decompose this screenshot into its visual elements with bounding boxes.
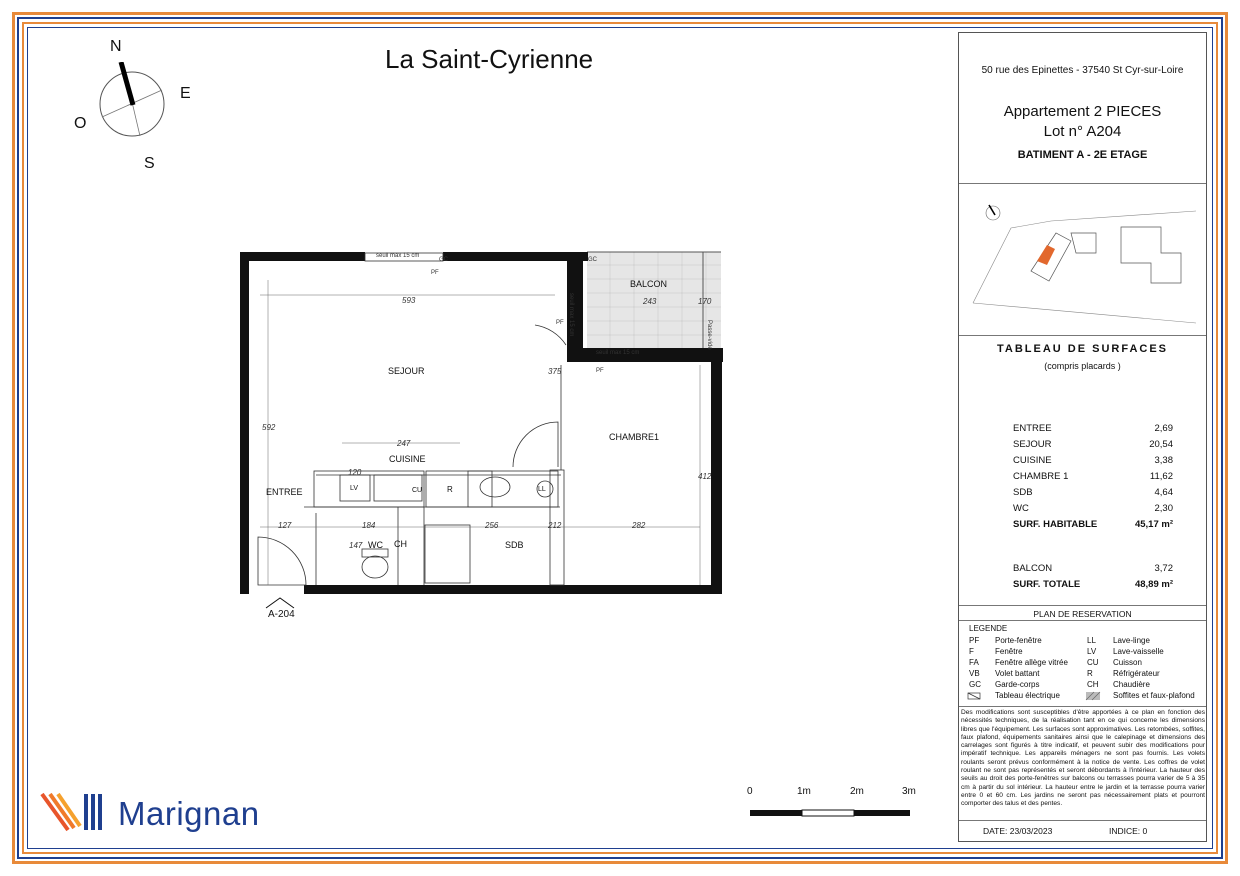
gc-label-top: GC — [439, 257, 448, 263]
room-ch: CH — [394, 539, 407, 549]
legend-text: Réfrigérateur — [1113, 669, 1160, 678]
seuil-label-balcon: seuil max 15 cm — [568, 293, 574, 337]
surface-habitable: SURF. HABITABLE 45,17 m² — [1013, 519, 1173, 530]
scale-0: 0 — [747, 786, 753, 797]
marignan-logo-icon — [40, 790, 108, 834]
pf-label-top: PF — [431, 270, 439, 276]
legend-code: F — [969, 647, 974, 656]
washing-machine-label: LL — [538, 486, 546, 493]
dim-170: 170 — [698, 297, 712, 306]
surface-row: WC 2,30 — [1013, 503, 1173, 514]
pf-label-balcon: PF — [556, 320, 564, 326]
unit-label: A-204 — [268, 609, 295, 620]
surface-row: ENTREE 2,69 — [1013, 423, 1173, 434]
legend-code: CH — [1087, 680, 1099, 689]
dishwasher-label: LV — [350, 485, 359, 492]
dim-120: 120 — [348, 468, 362, 477]
brand-name: Marignan — [118, 795, 260, 832]
plan-date: DATE: 23/03/2023 — [983, 826, 1053, 836]
info-panel — [958, 32, 1207, 842]
dim-282: 282 — [632, 521, 646, 530]
seuil-label-top: seuil max 15 cm — [376, 253, 420, 259]
plan-title: PLAN DE RESERVATION — [1033, 609, 1132, 619]
passe-vide-label: Passe-vide — [706, 320, 712, 350]
legend-text: Lave-vaisselle — [1113, 647, 1164, 656]
divider — [959, 183, 1206, 184]
pf-label-chambre: PF — [596, 368, 604, 374]
dim-212: 212 — [548, 521, 562, 530]
soffit-hatch-icon — [1085, 691, 1101, 701]
scale-bar — [748, 806, 914, 820]
surface-row: SEJOUR 20,54 — [1013, 439, 1173, 450]
dim-184: 184 — [362, 521, 376, 530]
legend-text: Fenêtre allège vitrée — [995, 658, 1068, 667]
legend-code: PF — [969, 636, 980, 645]
legend-code: LV — [1087, 647, 1097, 656]
site-plan-map — [971, 193, 1196, 328]
dim-247: 247 — [397, 439, 411, 448]
surface-row: SDB 4,64 — [1013, 487, 1173, 498]
dim-412: 412 — [698, 472, 712, 481]
compass-icon — [90, 62, 180, 152]
compass-south: S — [144, 155, 155, 172]
dim-147: 147 — [349, 541, 363, 550]
fridge-label: R — [447, 485, 453, 494]
legend-text: Porte-fenêtre — [995, 636, 1042, 645]
building-floor: BATIMENT A - 2E ETAGE — [1017, 149, 1148, 161]
legend-code: LL — [1087, 636, 1096, 645]
scale-2m: 2m — [850, 786, 864, 797]
divider — [959, 706, 1206, 707]
dim-592: 592 — [262, 423, 276, 432]
divider — [959, 335, 1206, 336]
surfaces-title: TABLEAU DE SURFACES — [996, 343, 1169, 355]
plan-indice: INDICE: 0 — [1109, 826, 1148, 836]
room-chambre: CHAMBRE1 — [609, 432, 660, 442]
legend-text: Volet battant — [995, 669, 1040, 678]
dim-127: 127 — [278, 521, 292, 530]
room-wc: WC — [368, 540, 383, 550]
dim-375: 375 — [548, 367, 562, 376]
surface-totale: SURF. TOTALE 48,89 m² — [1013, 579, 1173, 590]
surface-balcon: BALCON 3,72 — [1013, 563, 1173, 574]
room-sdb: SDB — [505, 540, 524, 550]
dim-256: 256 — [485, 521, 499, 530]
electrical-panel-icon — [967, 692, 981, 700]
legend-title: LEGENDE — [969, 624, 1008, 633]
legend-code: FA — [969, 658, 979, 667]
lot-number: Lot n° A204 — [1043, 123, 1122, 140]
compass-west: O — [74, 115, 87, 132]
legend-code: GC — [969, 680, 981, 689]
divider — [959, 820, 1206, 821]
unit-marker-icon — [264, 596, 300, 610]
legend-text: Soffites et faux-plafond — [1113, 691, 1195, 700]
legend-text: Garde-corps — [995, 680, 1040, 689]
project-title: La Saint-Cyrienne — [385, 44, 594, 74]
cooktop-label: CU — [412, 487, 423, 494]
room-entree: ENTREE — [266, 487, 303, 497]
room-balcon: BALCON — [630, 279, 668, 289]
gc-label-balcon: GC — [588, 257, 597, 263]
legend-text: Fenêtre — [995, 647, 1023, 656]
scale-1m: 1m — [797, 786, 811, 797]
compass-north: N — [110, 38, 122, 55]
address: 50 rue des Epinettes - 37540 St Cyr-sur-Loire — [981, 65, 1184, 76]
surface-row: CHAMBRE 1 11,62 — [1013, 471, 1173, 482]
apartment-type: Appartement 2 PIECES — [1003, 103, 1162, 120]
legend-text: Cuisson — [1113, 658, 1142, 667]
room-sejour: SEJOUR — [388, 366, 425, 376]
compass-east: E — [180, 85, 191, 102]
legend-text: Tableau électrique — [995, 691, 1060, 700]
room-cuisine: CUISINE — [389, 454, 426, 464]
disclaimer-text: Des modifications sont susceptibles d'être apportées à ce plan en fonction des nécessités techniques, de la réalisation tant en ce qui concerne les dimensions libres que l'équipement. Les surfaces sont approximatives. Les retombées, soffites, faux plafond, équipements sanitaires ainsi que le calepinage et dimensions des carrelages sont figurés à titre indicatif, et peuvent subir des modifications pour impératif technique. Les appareils ménagers ne sont pas fournis. Les volets roulants seront prévus conformément à la notice de vente. Les coffres de volet roulant ne sont pas représentés et seront débordants à l'intérieur. La hauteur des seuils au droit des porte-fenêtres sur balcons ou terrasses pourra varier de 5 à 35 cm à partir du sol intérieur. La hauteur entre le jardin et la terrasse pourra varier entre 0 et 60 cm. Les jardins ne seront pas nécessairement plats et pourront comporter des talus et des pentes. — [961, 709, 1205, 808]
dim-593: 593 — [402, 296, 416, 305]
legend-code: VB — [969, 669, 980, 678]
divider — [959, 605, 1206, 606]
dim-243: 243 — [643, 297, 657, 306]
scale-3m: 3m — [902, 786, 916, 797]
legend-code: R — [1087, 669, 1093, 678]
legend-text: Lave-linge — [1113, 636, 1150, 645]
legend-code: CU — [1087, 658, 1099, 667]
divider — [959, 620, 1206, 621]
surface-row: CUISINE 3,38 — [1013, 455, 1173, 466]
surfaces-subtitle: (compris placards ) — [1044, 361, 1121, 371]
seuil-label-chambre: seuil max 15 cm — [596, 350, 640, 356]
legend-text: Chaudière — [1113, 680, 1150, 689]
